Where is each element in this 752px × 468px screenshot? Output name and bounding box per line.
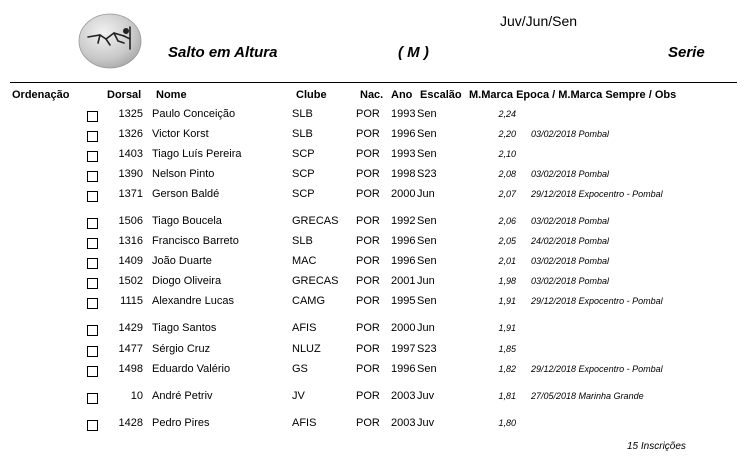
nationality-cell: POR — [356, 390, 380, 402]
club-cell: GRECAS — [292, 275, 339, 287]
name-cell: Diogo Oliveira — [152, 275, 222, 287]
record-obs-cell: 03/02/2018 Pombal — [531, 276, 610, 286]
record-obs-cell: 24/02/2018 Pombal — [531, 236, 610, 246]
age-class-cell: Sen — [417, 295, 437, 307]
nationality-cell: POR — [356, 168, 380, 180]
club-cell: SCP — [292, 148, 315, 160]
season-best-cell: 2,01 — [498, 256, 516, 266]
club-cell: SCP — [292, 168, 315, 180]
season-best-cell: 2,07 — [498, 189, 516, 199]
record-obs-cell: 29/12/2018 Expocentro - Pombal — [531, 296, 663, 306]
year-cell: 1993 — [391, 108, 416, 120]
year-cell: 2003 — [391, 390, 416, 402]
year-cell: 2001 — [391, 275, 416, 287]
season-best-cell: 2,20 — [498, 129, 516, 139]
age-class-cell: Juv — [417, 390, 435, 402]
dorsal-cell: 1428 — [118, 417, 143, 429]
club-cell: CAMG — [292, 295, 325, 307]
club-cell: AFIS — [292, 322, 317, 334]
season-best-cell: 1,91 — [498, 296, 516, 306]
year-cell: 2000 — [391, 188, 416, 200]
season-best-cell: 1,81 — [498, 391, 516, 401]
year-cell: 1992 — [391, 215, 416, 227]
row-checkbox[interactable] — [87, 366, 98, 377]
season-best-cell: 2,10 — [498, 149, 516, 159]
season-best-cell: 1,98 — [498, 276, 516, 286]
name-cell: Tiago Luís Pereira — [152, 148, 242, 160]
dorsal-cell: 1115 — [120, 295, 143, 307]
club-cell: AFIS — [292, 417, 317, 429]
col-header-nac: Nac. — [360, 89, 384, 101]
dorsal-cell: 1498 — [118, 363, 143, 375]
row-checkbox[interactable] — [87, 278, 98, 289]
age-class-cell: Sen — [417, 235, 437, 247]
name-cell: Pedro Pires — [152, 417, 210, 429]
age-class-cell: Sen — [417, 215, 437, 227]
row-checkbox[interactable] — [87, 218, 98, 229]
nationality-cell: POR — [356, 148, 380, 160]
age-class-cell: Sen — [417, 363, 437, 375]
year-cell: 1995 — [391, 295, 416, 307]
row-checkbox[interactable] — [87, 346, 98, 357]
age-class-cell: Juv — [417, 417, 435, 429]
record-obs-cell: 03/02/2018 Pombal — [531, 169, 610, 179]
dorsal-cell: 1506 — [118, 215, 143, 227]
club-cell: GRECAS — [292, 215, 339, 227]
club-cell: SCP — [292, 188, 315, 200]
nationality-cell: POR — [356, 343, 380, 355]
entries-count: 15 Inscrições — [627, 441, 686, 452]
year-cell: 1996 — [391, 363, 416, 375]
club-cell: NLUZ — [292, 343, 321, 355]
season-best-cell: 1,82 — [498, 364, 516, 374]
age-class-cell: Sen — [417, 128, 437, 140]
nationality-cell: POR — [356, 215, 380, 227]
gender-label: ( M ) — [398, 44, 429, 61]
season-best-cell: 1,85 — [498, 344, 516, 354]
dorsal-cell: 1477 — [118, 343, 143, 355]
col-header-clube: Clube — [296, 89, 327, 101]
club-cell: SLB — [292, 235, 313, 247]
dorsal-cell: 1409 — [118, 255, 143, 267]
record-obs-cell: 27/05/2018 Marinha Grande — [531, 391, 644, 401]
col-header-ordenacao: Ordenação — [12, 89, 70, 101]
age-class-cell: Jun — [417, 322, 435, 334]
season-best-cell: 2,06 — [498, 216, 516, 226]
name-cell: Sérgio Cruz — [152, 343, 211, 355]
col-header-marcas: M.Marca Epoca / M.Marca Sempre / Obs — [469, 89, 677, 101]
row-checkbox[interactable] — [87, 151, 98, 162]
club-cell: SLB — [292, 108, 313, 120]
nationality-cell: POR — [356, 235, 380, 247]
col-header-dorsal: Dorsal — [107, 89, 142, 101]
record-obs-cell: 29/12/2018 Expocentro - Pombal — [531, 364, 663, 374]
dorsal-cell: 1316 — [118, 235, 143, 247]
age-class-cell: S23 — [417, 168, 437, 180]
name-cell: Eduardo Valério — [152, 363, 231, 375]
col-header-ano: Ano — [391, 89, 413, 101]
year-cell: 1997 — [391, 343, 416, 355]
row-checkbox[interactable] — [87, 393, 98, 404]
event-title: Salto em Altura — [168, 44, 278, 61]
nationality-cell: POR — [356, 128, 380, 140]
year-cell: 2003 — [391, 417, 416, 429]
season-best-cell: 2,08 — [498, 169, 516, 179]
name-cell: Victor Korst — [152, 128, 209, 140]
name-cell: Francisco Barreto — [152, 235, 239, 247]
age-class-cell: Jun — [417, 188, 435, 200]
record-obs-cell: 29/12/2018 Expocentro - Pombal — [531, 189, 663, 199]
record-obs-cell: 03/02/2018 Pombal — [531, 256, 610, 266]
season-best-cell: 1,80 — [498, 418, 516, 428]
record-obs-cell: 03/02/2018 Pombal — [531, 129, 610, 139]
row-checkbox[interactable] — [87, 131, 98, 142]
name-cell: Tiago Boucela — [152, 215, 222, 227]
season-best-cell: 2,05 — [498, 236, 516, 246]
nationality-cell: POR — [356, 363, 380, 375]
club-cell: MAC — [292, 255, 317, 267]
dorsal-cell: 1390 — [118, 168, 143, 180]
row-checkbox[interactable] — [87, 420, 98, 431]
age-class-cell: Sen — [417, 108, 437, 120]
nationality-cell: POR — [356, 417, 380, 429]
row-checkbox[interactable] — [87, 238, 98, 249]
club-cell: SLB — [292, 128, 313, 140]
row-checkbox[interactable] — [87, 258, 98, 269]
row-checkbox[interactable] — [87, 171, 98, 182]
year-cell: 1996 — [391, 235, 416, 247]
row-checkbox[interactable] — [87, 325, 98, 336]
col-header-nome: Nome — [156, 89, 187, 101]
year-cell: 2000 — [391, 322, 416, 334]
club-cell: JV — [292, 390, 305, 402]
row-checkbox[interactable] — [87, 111, 98, 122]
row-checkbox[interactable] — [87, 191, 98, 202]
name-cell: Paulo Conceição — [152, 108, 236, 120]
club-cell: GS — [292, 363, 308, 375]
nationality-cell: POR — [356, 275, 380, 287]
name-cell: Nelson Pinto — [152, 168, 215, 180]
year-cell: 1993 — [391, 148, 416, 160]
name-cell: Tiago Santos — [152, 322, 217, 334]
year-cell: 1996 — [391, 255, 416, 267]
name-cell: André Petriv — [152, 390, 213, 402]
nationality-cell: POR — [356, 108, 380, 120]
season-best-cell: 2,24 — [498, 109, 516, 119]
age-class-cell: Sen — [417, 148, 437, 160]
nationality-cell: POR — [356, 255, 380, 267]
dorsal-cell: 1326 — [118, 128, 143, 140]
serie-label: Serie — [668, 44, 705, 61]
nationality-cell: POR — [356, 322, 380, 334]
category-label: Juv/Jun/Sen — [500, 13, 578, 29]
dorsal-cell: 1429 — [118, 322, 143, 334]
dorsal-cell: 1325 — [118, 108, 143, 120]
record-obs-cell: 03/02/2018 Pombal — [531, 216, 610, 226]
season-best-cell: 1,91 — [498, 323, 516, 333]
age-class-cell: S23 — [417, 343, 437, 355]
row-checkbox[interactable] — [87, 298, 98, 309]
age-class-cell: Jun — [417, 275, 435, 287]
dorsal-cell: 1403 — [118, 148, 143, 160]
age-class-cell: Sen — [417, 255, 437, 267]
name-cell: João Duarte — [152, 255, 212, 267]
dorsal-cell: 1371 — [118, 188, 143, 200]
dorsal-cell: 1502 — [118, 275, 143, 287]
nationality-cell: POR — [356, 188, 380, 200]
year-cell: 1998 — [391, 168, 416, 180]
dorsal-cell: 10 — [130, 390, 143, 402]
year-cell: 1996 — [391, 128, 416, 140]
col-header-escalao: Escalão — [420, 89, 462, 101]
name-cell: Gerson Baldé — [152, 188, 220, 200]
name-cell: Alexandre Lucas — [152, 295, 234, 307]
nationality-cell: POR — [356, 295, 380, 307]
